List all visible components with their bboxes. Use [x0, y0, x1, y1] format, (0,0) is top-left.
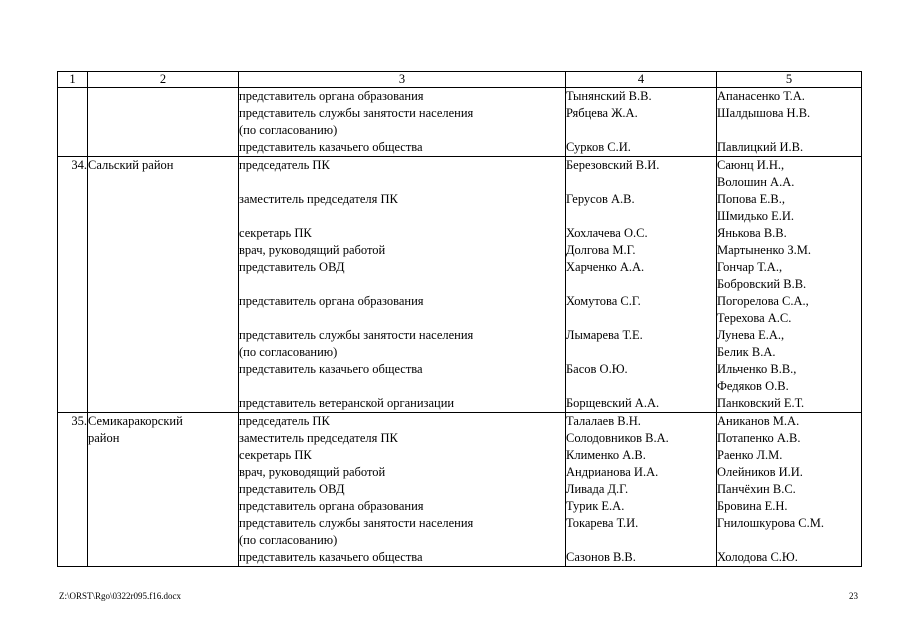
position-line: председатель ПК	[239, 158, 330, 172]
member-cell	[566, 413, 717, 567]
reserve-cell	[717, 157, 862, 413]
position-line: представитель органа образования	[239, 499, 424, 513]
header-col-5: 5	[717, 72, 862, 88]
table-row	[58, 157, 862, 413]
member-name-line: Хохлачева О.С.	[566, 226, 648, 240]
district-cell	[88, 157, 239, 413]
position-line: представитель казачьего общества	[239, 550, 423, 564]
position-line	[239, 378, 565, 395]
row-number-cell	[58, 88, 88, 157]
position-line: представитель службы занятости населения	[239, 328, 474, 342]
position-line: представитель ОВД	[239, 482, 345, 496]
member-name-line	[566, 344, 716, 361]
position-line: секретарь ПК	[239, 226, 312, 240]
position-line: представитель ОВД	[239, 260, 345, 274]
member-name-line: Герусов А.В.	[566, 192, 635, 206]
reserve-name-line: Шалдышова Н.В.	[717, 106, 811, 120]
member-name-line: Березовский В.И.	[566, 158, 660, 172]
member-name-line: Сурков С.И.	[566, 140, 631, 154]
reserve-name-line: Гнилошкурова С.М.	[717, 516, 825, 530]
member-name-line: Солодовников В.А.	[566, 431, 669, 445]
reserve-name-line: Саюнц И.Н.,	[717, 158, 785, 172]
position-line: представитель службы занятости населения	[239, 106, 474, 120]
member-name-line: Токарева Т.И.	[566, 516, 639, 530]
reserve-name-line: Мартыненко З.М.	[717, 243, 811, 257]
table-header-row	[58, 72, 862, 88]
member-name-line	[566, 276, 716, 293]
member-name-line: Турик Е.А.	[566, 499, 625, 513]
member-name-line: Ливада Д.Г.	[566, 482, 629, 496]
position-line: представитель органа образования	[239, 294, 424, 308]
row-number: 34.	[71, 158, 87, 172]
header-col-3: 3	[239, 72, 566, 88]
position-line: заместитель председателя ПК	[239, 192, 398, 206]
member-name-line	[566, 378, 716, 395]
reserve-name-line: Терехова А.С.	[717, 311, 792, 325]
position-line: представитель казачьего общества	[239, 140, 423, 154]
member-name-line: Долгова М.Г.	[566, 243, 636, 257]
reserve-name-line: Бобровский В.В.	[717, 277, 807, 291]
reserve-cell	[717, 413, 862, 567]
position-line: заместитель председателя ПК	[239, 431, 398, 445]
row-number-cell	[58, 413, 88, 567]
member-name-line	[566, 122, 716, 139]
position-line	[239, 174, 565, 191]
reserve-name-line: Раенко Л.М.	[717, 448, 783, 462]
reserve-name-line: Олейников И.И.	[717, 465, 803, 479]
table-row	[58, 88, 862, 157]
position-cell	[239, 157, 566, 413]
position-line: врач, руководящий работой	[239, 243, 386, 257]
member-name-line: Харченко А.А.	[566, 260, 645, 274]
position-line: (по согласованию)	[239, 345, 338, 359]
district-cell	[88, 88, 239, 157]
member-name-line	[566, 174, 716, 191]
header-col-4: 4	[566, 72, 717, 88]
position-line	[239, 208, 565, 225]
position-line: (по согласованию)	[239, 533, 338, 547]
reserve-name-line: Лунева Е.А.,	[717, 328, 785, 342]
district-name-line: Сальский район	[88, 158, 174, 172]
member-name-line	[566, 532, 716, 549]
member-name-line: Хомутова С.Г.	[566, 294, 641, 308]
reserve-name-line: Бровина Е.Н.	[717, 499, 788, 513]
reserve-name-line: Янькова В.В.	[717, 226, 787, 240]
reserve-name-line: Панковский Е.Т.	[717, 396, 805, 410]
member-name-line: Тынянский В.В.	[566, 89, 652, 103]
member-name-line: Сазонов В.В.	[566, 550, 636, 564]
reserve-name-line: Гончар Т.А.,	[717, 260, 783, 274]
reserve-name-line: Аниканов М.А.	[717, 414, 800, 428]
row-number-cell	[58, 157, 88, 413]
reserve-name-line: Панчёхин В.С.	[717, 482, 796, 496]
reserve-name-line: Павлицкий И.В.	[717, 140, 804, 154]
member-name-line: Басов О.Ю.	[566, 362, 628, 376]
page-number: 23	[849, 591, 858, 601]
position-line: представитель ветеранской организации	[239, 396, 455, 410]
member-name-line	[566, 310, 716, 327]
position-line: представитель органа образования	[239, 89, 424, 103]
position-line: председатель ПК	[239, 414, 330, 428]
row-number: 35.	[71, 414, 87, 428]
member-cell	[566, 88, 717, 157]
position-line	[239, 310, 565, 327]
member-name-line	[566, 208, 716, 225]
reserve-name-line: Апанасенко Т.А.	[717, 89, 805, 103]
position-cell	[239, 88, 566, 157]
reserve-name-line: Погорелова С.А.,	[717, 294, 809, 308]
position-cell	[239, 413, 566, 567]
header-col-2: 2	[88, 72, 239, 88]
district-cell	[88, 413, 239, 567]
member-name-line: Борщевский А.А.	[566, 396, 660, 410]
position-line: секретарь ПК	[239, 448, 312, 462]
reserve-name-line: Попова Е.В.,	[717, 192, 785, 206]
member-name-line: Клименко А.В.	[566, 448, 646, 462]
district-name-line: Семикаракорский	[88, 414, 183, 428]
header-col-1: 1	[58, 72, 88, 88]
reserve-name-line	[717, 122, 861, 139]
reserve-name-line: Холодова С.Ю.	[717, 550, 798, 564]
reserve-cell	[717, 88, 862, 157]
reserve-name-line: Федяков О.В.	[717, 379, 789, 393]
district-name-line: район	[88, 431, 120, 445]
position-line	[239, 276, 565, 293]
table-row	[58, 413, 862, 567]
reserve-name-line: Шмидько Е.И.	[717, 209, 794, 223]
reserve-name-line: Белик В.А.	[717, 345, 776, 359]
member-name-line: Лымарева Т.Е.	[566, 328, 643, 342]
position-line: представитель казачьего общества	[239, 362, 423, 376]
row-number	[58, 88, 87, 105]
member-name-line: Рябцева Ж.А.	[566, 106, 638, 120]
member-name-line: Андрианова И.А.	[566, 465, 659, 479]
reserve-name-line: Ильченко В.В.,	[717, 362, 797, 376]
reserve-name-line: Волошин А.А.	[717, 175, 795, 189]
position-line: (по согласованию)	[239, 123, 338, 137]
position-line: врач, руководящий работой	[239, 465, 386, 479]
reserve-name-line: Потапенко А.В.	[717, 431, 801, 445]
member-name-line: Талалаев В.Н.	[566, 414, 641, 428]
position-line: представитель службы занятости населения	[239, 516, 474, 530]
committee-table	[57, 71, 862, 567]
member-cell	[566, 157, 717, 413]
file-path-footer: Z:\ORST\Rgo\0322r095.f16.docx	[59, 591, 181, 601]
reserve-name-line	[717, 532, 861, 549]
